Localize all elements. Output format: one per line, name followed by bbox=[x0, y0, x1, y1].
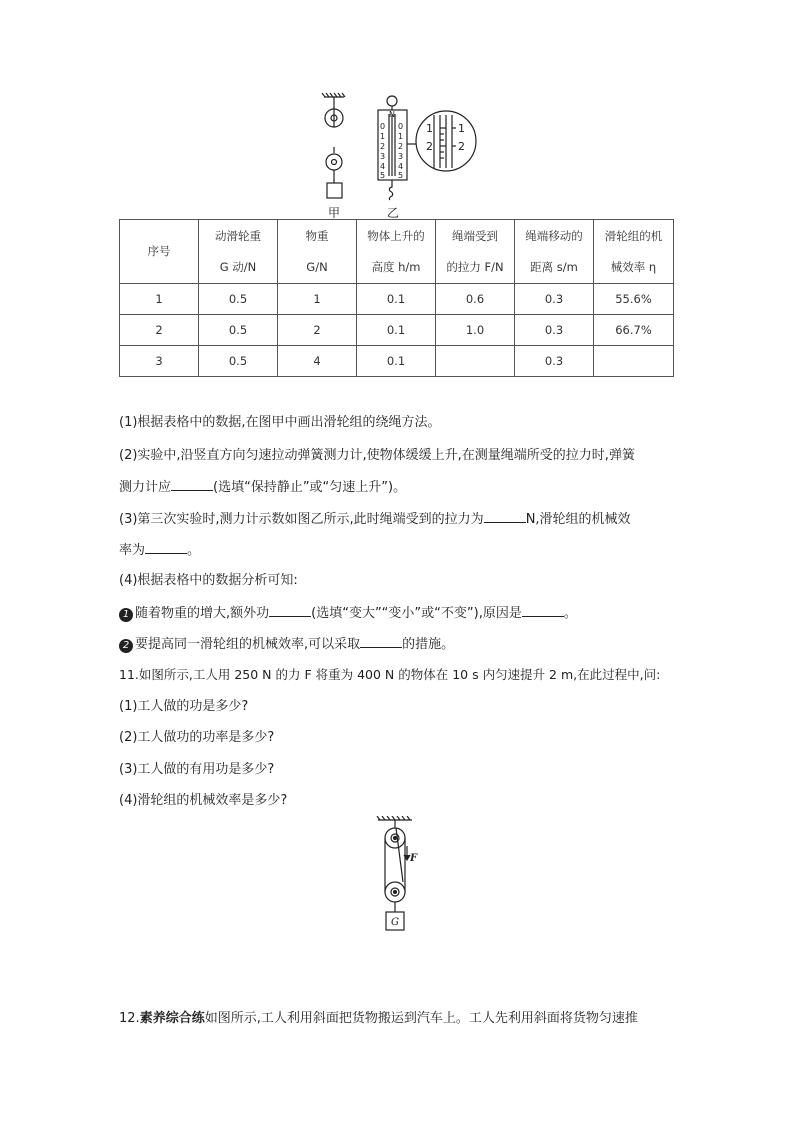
figure-label-jia: 甲 bbox=[328, 206, 341, 220]
table-cell-empty bbox=[436, 346, 515, 377]
table-cell: 55.6% bbox=[594, 284, 674, 315]
q10-part1: (1)根据表格中的数据,在图甲中画出滑轮组的绕绳方法。 bbox=[119, 415, 441, 430]
header-cell: 序号 bbox=[120, 220, 199, 284]
scale-num-left-1: 1 bbox=[380, 132, 386, 141]
answer-blank[interactable] bbox=[269, 603, 311, 617]
scale-num-right-0: 0 bbox=[398, 122, 404, 131]
scale-num-left-3: 3 bbox=[380, 152, 386, 161]
scale-num-right-3: 3 bbox=[398, 152, 404, 161]
scale-num-right-1: 1 bbox=[398, 132, 404, 141]
answer-blank[interactable] bbox=[522, 603, 564, 617]
zoom-num-1-right: 1 bbox=[458, 122, 465, 135]
q11-stem: 11.如图所示,工人用 250 N 的力 F 将重为 400 N 的物体在 10 s 内匀速提升 2 m,在此过程中,问: bbox=[119, 667, 661, 682]
q10-part4-sub2: 2 要提高同一滑轮组的机械效率,可以采取 的措施。 bbox=[119, 634, 454, 655]
table-cell: 0.3 bbox=[515, 284, 594, 315]
header-cell: 绳端受到 的拉力 F/N bbox=[436, 220, 515, 284]
q11-sub1: (1)工人做的功是多少? bbox=[119, 699, 249, 714]
circled-number-2: 2 bbox=[119, 639, 133, 653]
table-cell: 0.1 bbox=[357, 284, 436, 315]
scale-num-right-2: 2 bbox=[398, 142, 404, 151]
q11-pulley-figure bbox=[370, 816, 422, 934]
table-row bbox=[120, 315, 674, 346]
answer-blank[interactable] bbox=[360, 634, 402, 648]
answer-blank[interactable] bbox=[484, 509, 526, 523]
scale-num-right-4: 4 bbox=[398, 162, 404, 171]
header-cell: 物体上升的 高度 h/m bbox=[357, 220, 436, 284]
table-cell: 1.0 bbox=[436, 315, 515, 346]
figure-label-yi: 乙 bbox=[387, 206, 400, 220]
table-cell: 0.6 bbox=[436, 284, 515, 315]
header-cell: 滑轮组的机 械效率 η bbox=[594, 220, 674, 284]
table-cell: 0.1 bbox=[357, 346, 436, 377]
q10-part4: (4)根据表格中的数据分析可知: bbox=[119, 573, 298, 588]
table-cell: 4 bbox=[278, 346, 357, 377]
table-cell: 0.5 bbox=[199, 346, 278, 377]
q10-part3-line2: 率为 。 bbox=[119, 540, 200, 561]
table-cell: 0.3 bbox=[515, 315, 594, 346]
scale-num-left-5: 5 bbox=[380, 171, 386, 180]
table-cell: 0.5 bbox=[199, 315, 278, 346]
header-cell: 绳端移动的 距离 s/m bbox=[515, 220, 594, 284]
scale-num-left-4: 4 bbox=[380, 162, 386, 171]
table-cell: 0.5 bbox=[199, 284, 278, 315]
table-cell: 1 bbox=[120, 284, 199, 315]
table-cell: 0.3 bbox=[515, 346, 594, 377]
pulley-and-spring-scale-figure bbox=[310, 92, 490, 220]
table-cell-empty bbox=[594, 346, 674, 377]
force-label: F bbox=[410, 853, 418, 864]
answer-blank[interactable] bbox=[171, 477, 213, 491]
header-cell: 动滑轮重 G 动/N bbox=[199, 220, 278, 284]
table-cell: 0.1 bbox=[357, 315, 436, 346]
scale-num-left-2: 2 bbox=[380, 142, 386, 151]
q12-stem: 12.素养综合练如图所示,工人利用斜面把货物搬运到汽车上。工人先利用斜面将货物匀速推 bbox=[119, 1011, 638, 1026]
experiment-data-table bbox=[119, 219, 674, 377]
q10-part4-sub1: 1 随着物重的增大,额外功 (选填“变大”“变小”或“不变”),原因是 。 bbox=[119, 603, 577, 624]
q10-part2-line2: 测力计应 (选填“保持静止”或“匀速上升”)。 bbox=[119, 477, 406, 498]
table-cell: 1 bbox=[278, 284, 357, 315]
scale-num-left-0: 0 bbox=[380, 122, 386, 131]
scale-unit: N bbox=[389, 110, 395, 119]
table-row bbox=[120, 346, 674, 377]
header-cell: 物重 G/N bbox=[278, 220, 357, 284]
table-header-row bbox=[120, 220, 674, 284]
q11-sub4: (4)滑轮组的机械效率是多少? bbox=[119, 793, 288, 808]
q12-tag: 素养综合练 bbox=[139, 1011, 205, 1026]
table-cell: 3 bbox=[120, 346, 199, 377]
weight-label: G bbox=[391, 917, 399, 928]
q10-part2-line1: (2)实验中,沿竖直方向匀速拉动弹簧测力计,使物体缓缓上升,在测量绳端所受的拉力时,弹簧 bbox=[119, 448, 635, 463]
table-cell: 2 bbox=[278, 315, 357, 346]
circled-number-1: 1 bbox=[119, 608, 133, 622]
table-cell: 66.7% bbox=[594, 315, 674, 346]
zoom-num-1-left: 1 bbox=[426, 122, 433, 135]
q11-sub3: (3)工人做的有用功是多少? bbox=[119, 762, 275, 777]
q10-part3-line1: (3)第三次实验时,测力计示数如图乙所示,此时绳端受到的拉力为 N,滑轮组的机械效 bbox=[119, 509, 631, 530]
table-cell: 2 bbox=[120, 315, 199, 346]
zoom-num-2-right: 2 bbox=[458, 140, 465, 153]
zoom-num-2-left: 2 bbox=[426, 140, 433, 153]
table-row bbox=[120, 284, 674, 315]
scale-num-right-5: 5 bbox=[398, 171, 404, 180]
answer-blank[interactable] bbox=[145, 540, 187, 554]
q11-sub2: (2)工人做功的功率是多少? bbox=[119, 730, 275, 745]
